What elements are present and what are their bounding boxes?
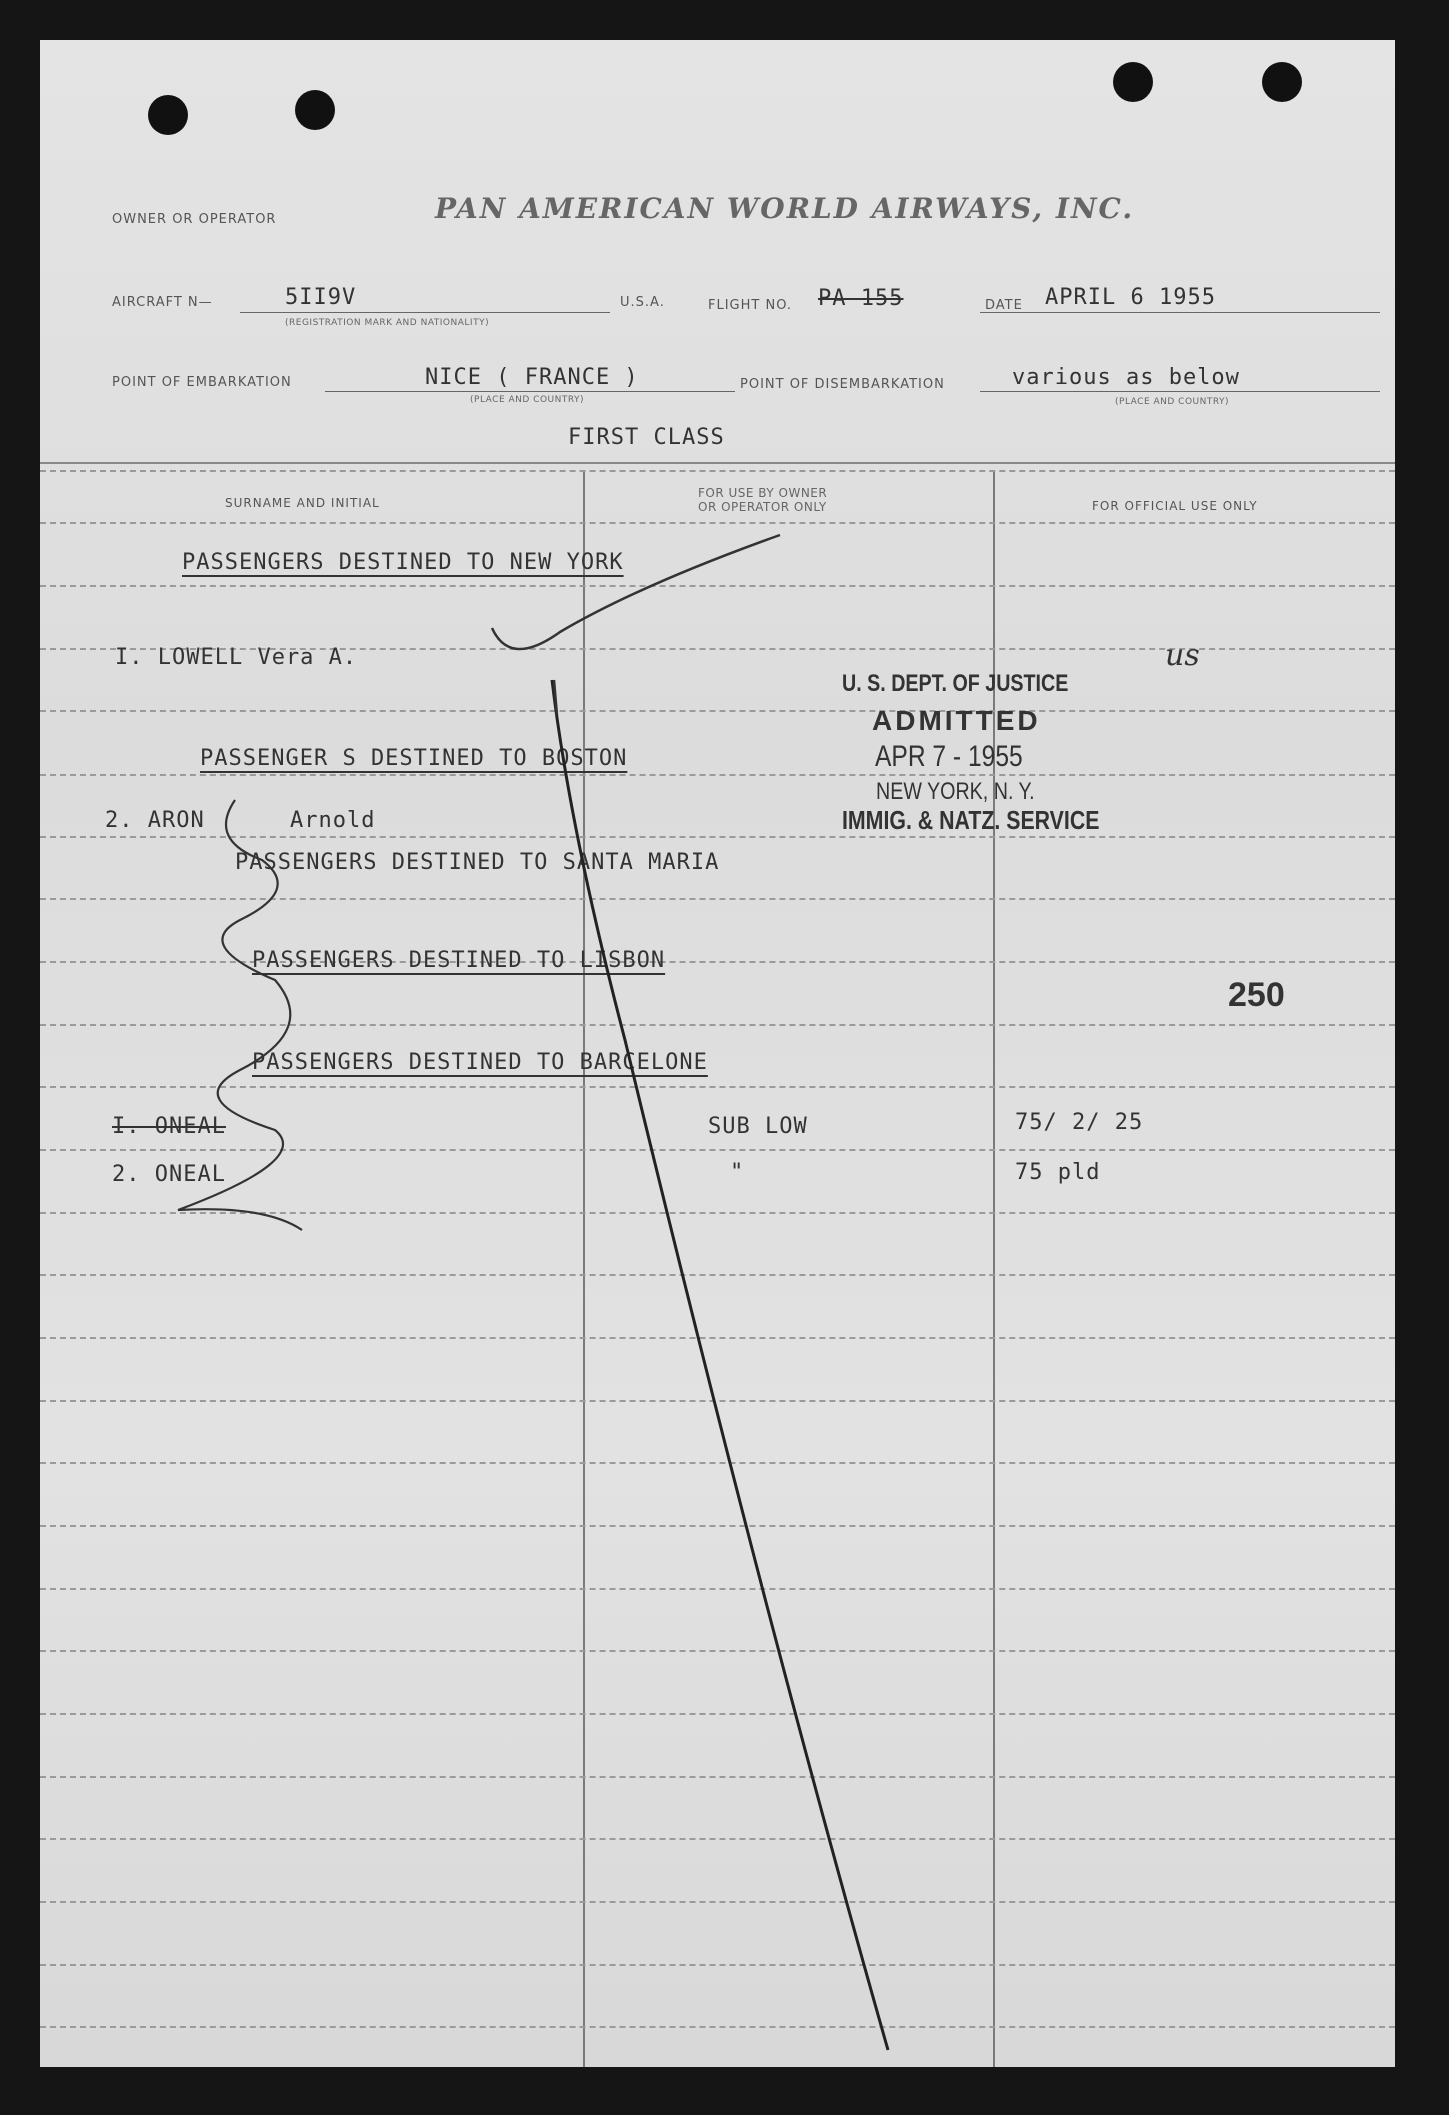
ruled-line (40, 522, 1395, 524)
stamp-line-4: NEW YORK, N. Y. (876, 778, 1035, 805)
passenger-aron: 2. ARON (105, 808, 205, 833)
embark-value: NICE ( FRANCE ) (425, 365, 639, 390)
official-mark-us: us (1165, 638, 1200, 673)
disembark-label: POINT OF DISEMBARKATION (740, 377, 945, 392)
passenger-oneal-2-official: 75 pld (1015, 1160, 1101, 1185)
stamp-line-5: IMMIG. & NATZ. SERVICE (842, 805, 1100, 835)
disembark-line (980, 391, 1380, 392)
destination-santa-maria: PASSENGERS DESTINED TO SANTA MARIA (235, 850, 720, 875)
ruled-line (40, 1776, 1395, 1778)
pen-marks (40, 40, 1395, 2067)
ruled-line (40, 1400, 1395, 1402)
date-label: DATE (985, 298, 1023, 313)
col-surname: SURNAME AND INITIAL (225, 496, 380, 510)
punch-hole (148, 95, 188, 135)
destination-new-york: PASSENGERS DESTINED TO NEW YORK (182, 550, 624, 575)
manifest-sheet (40, 40, 1395, 2067)
ruled-line (40, 1274, 1395, 1276)
ruled-line (40, 1337, 1395, 1339)
embark-label: POINT OF EMBARKATION (112, 375, 292, 390)
stamp-line-1: U. S. DEPT. OF JUSTICE (842, 670, 1069, 697)
ruled-line (40, 898, 1395, 900)
disembark-value: various as below (1012, 365, 1240, 390)
header-rule (40, 462, 1395, 464)
stamp-line-2: ADMITTED (872, 705, 1041, 736)
aircraft-label: AIRCRAFT N— (112, 295, 213, 310)
ruled-line (40, 1650, 1395, 1652)
ruled-line (40, 2026, 1395, 2028)
passenger-oneal-2-owner: " (730, 1160, 745, 1185)
ruled-line (40, 1588, 1395, 1590)
flight-value: PA 155 (818, 286, 904, 311)
usa-label: U.S.A. (620, 295, 665, 310)
stamp-line-3: APR 7 - 1955 (875, 740, 1023, 773)
punch-hole (1262, 62, 1302, 102)
passenger-oneal-1: I. ONEAL (112, 1114, 226, 1139)
punch-hole (295, 90, 335, 130)
ruled-line (40, 1086, 1395, 1088)
official-mark-250: 250 (1228, 976, 1285, 1014)
embark-line (325, 391, 735, 392)
ruled-line (40, 836, 1395, 838)
disembark-note: (PLACE AND COUNTRY) (1115, 397, 1230, 407)
ruled-line (40, 1901, 1395, 1903)
ruled-line (40, 1212, 1395, 1214)
header-rule (40, 470, 1395, 472)
destination-barcelona: PASSENGERS DESTINED TO BARCELONE (252, 1050, 708, 1075)
date-value: APRIL 6 1955 (1045, 285, 1216, 310)
passenger-oneal-2: 2. ONEAL (112, 1162, 226, 1187)
owner-value: PAN AMERICAN WORLD AIRWAYS, INC. (435, 192, 1135, 225)
aircraft-value: 5II9V (285, 285, 357, 310)
aircraft-line (240, 312, 610, 313)
col-owner-use-2: OR OPERATOR ONLY (698, 500, 827, 514)
ruled-line (40, 1713, 1395, 1715)
owner-label: OWNER OR OPERATOR (112, 212, 277, 227)
ruled-line (40, 961, 1395, 963)
class-value: FIRST CLASS (568, 425, 725, 450)
passenger-aron-first: Arnold (290, 808, 376, 833)
embark-note: (PLACE AND COUNTRY) (470, 395, 585, 405)
ruled-line (40, 710, 1395, 712)
col-owner-use-1: FOR USE BY OWNER (698, 486, 828, 500)
ruled-line (40, 1964, 1395, 1966)
passenger-oneal-1-official: 75/ 2/ 25 (1015, 1110, 1144, 1135)
date-line (980, 312, 1380, 313)
destination-boston: PASSENGER S DESTINED TO BOSTON (200, 746, 628, 771)
ruled-line (40, 1838, 1395, 1840)
registration-note: (REGISTRATION MARK AND NATIONALITY) (285, 318, 490, 328)
punch-hole (1113, 62, 1153, 102)
passenger-lowell: I. LOWELL Vera A. (115, 645, 358, 670)
ruled-line (40, 1024, 1395, 1026)
ruled-line (40, 774, 1395, 776)
ruled-line (40, 1149, 1395, 1151)
ruled-line (40, 1462, 1395, 1464)
flight-label: FLIGHT NO. (708, 298, 793, 313)
passenger-oneal-1-owner: SUB LOW (708, 1114, 808, 1139)
col-official-use: FOR OFFICIAL USE ONLY (1092, 499, 1258, 513)
ruled-line (40, 585, 1395, 587)
long-diagonal-stroke (552, 680, 888, 2050)
ruled-line (40, 1525, 1395, 1527)
destination-lisbon: PASSENGERS DESTINED TO LISBON (252, 948, 666, 973)
